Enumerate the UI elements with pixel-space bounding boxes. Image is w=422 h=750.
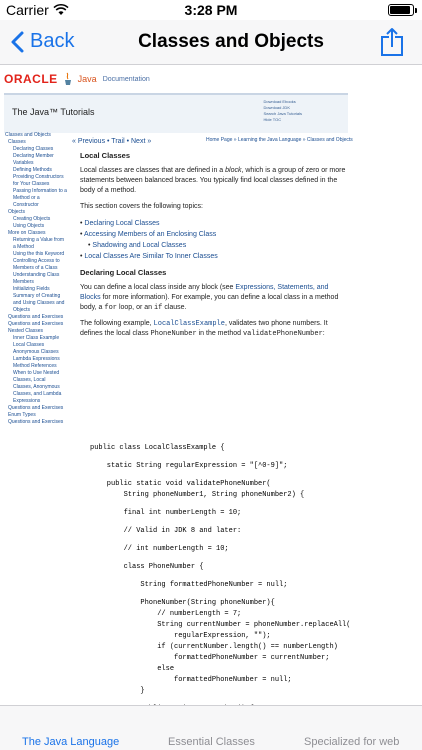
toc-item[interactable]: Classes bbox=[8, 139, 26, 145]
toc-item[interactable]: Inner Class Example bbox=[13, 335, 60, 341]
code-line: static String regularExpression = "[^0-9]"; bbox=[90, 462, 288, 470]
toc-item[interactable]: Questions and Exercises bbox=[8, 405, 64, 411]
toc-item[interactable]: Declaring Member bbox=[13, 153, 54, 159]
toc-item[interactable]: a Method bbox=[13, 244, 34, 250]
code-line: String formattedPhoneNumber = null; bbox=[90, 581, 288, 589]
previous-link[interactable]: « Previous bbox=[72, 138, 106, 145]
toc-item[interactable]: Summary of Creating bbox=[13, 293, 61, 299]
code-line bbox=[90, 501, 350, 508]
navigation-bar bbox=[0, 20, 422, 65]
oracle-logo: ORACLE bbox=[4, 72, 58, 86]
code-line: class PhoneNumber { bbox=[90, 563, 204, 571]
code-line: // Valid in JDK 8 and later: bbox=[90, 527, 242, 535]
toc-item[interactable]: Objects bbox=[8, 209, 25, 215]
toc-item[interactable]: Creating Objects bbox=[13, 216, 51, 222]
toc-item[interactable]: Classes, Local bbox=[13, 377, 46, 383]
header-links bbox=[264, 99, 302, 122]
carrier-label: Carrier bbox=[6, 2, 49, 18]
toc-item[interactable]: Constructor bbox=[13, 202, 39, 208]
trail-link[interactable]: Trail bbox=[111, 138, 125, 145]
toc-item[interactable]: Providing Constructors bbox=[13, 174, 64, 180]
toc-item[interactable]: Members bbox=[13, 279, 34, 285]
code-line bbox=[90, 537, 350, 544]
code-line: PhoneNumber(String phoneNumber){ bbox=[90, 599, 275, 607]
page-nav-links bbox=[72, 138, 151, 145]
declaring-paragraph: You can define a local class inside any block (see Expressions, Statements, and Blocks for more information). For example, you can define a local class in a method body, a for loop, or an if clause. bbox=[80, 284, 339, 312]
topics-list bbox=[80, 218, 350, 262]
tutorial-title: The Java™ Tutorials bbox=[12, 107, 95, 117]
brand-bar bbox=[0, 65, 348, 93]
tab-specialized-web[interactable]: Specialized for web bbox=[304, 736, 400, 748]
tab-essential-classes[interactable]: Essential Classes bbox=[168, 736, 255, 748]
code-line: public static void validatePhoneNumber( bbox=[90, 480, 271, 488]
code-line: if (currentNumber.length() == numberLength) bbox=[90, 643, 338, 651]
toc-item[interactable]: Using the this Keyword bbox=[13, 251, 65, 257]
toc-item[interactable]: Local Classes bbox=[13, 342, 45, 348]
code-line bbox=[90, 519, 350, 526]
battery-level bbox=[390, 6, 410, 14]
chevron-left-icon bbox=[10, 31, 24, 53]
topics-intro: This section covers the following topics: bbox=[80, 203, 203, 210]
toc-item[interactable]: Questions and Exercises bbox=[8, 314, 64, 320]
toc-item[interactable]: Variables bbox=[13, 160, 34, 166]
toc-item[interactable]: Lambda Expressions bbox=[13, 356, 60, 362]
tab-java-language[interactable]: The Java Language bbox=[22, 736, 120, 748]
toc-item[interactable]: Declaring Classes bbox=[13, 146, 54, 152]
web-view[interactable] bbox=[0, 65, 422, 705]
toc-item[interactable]: More on Classes bbox=[8, 230, 46, 236]
toc-item[interactable]: Method or a bbox=[13, 195, 40, 201]
code-line: // numberLength = 7; bbox=[90, 610, 242, 618]
toc-item[interactable]: Questions and Exercises bbox=[8, 419, 64, 425]
code-line bbox=[90, 555, 350, 562]
status-time: 3:28 PM bbox=[184, 2, 238, 18]
toc-item[interactable]: Classes and Objects bbox=[5, 132, 51, 138]
code-line: String currentNumber = phoneNumber.replaceAll( bbox=[90, 621, 351, 629]
toc-item[interactable]: Enum Types bbox=[8, 412, 36, 418]
code-listing bbox=[90, 443, 350, 737]
java-logo: Java bbox=[77, 74, 97, 84]
toc-item[interactable]: Objects bbox=[13, 307, 30, 313]
code-line: public class LocalClassExample { bbox=[90, 444, 225, 452]
code-line: String phoneNumber1, String phoneNumber2) { bbox=[90, 491, 305, 499]
back-button[interactable] bbox=[10, 30, 74, 53]
tab-bar bbox=[0, 705, 422, 750]
toc-item[interactable]: Defining Methods bbox=[13, 167, 52, 173]
intro-paragraph: Local classes are classes that are defined in a block, which is a group of zero or more statements between balanced braces. You typically find local classes defined in the body of a method. bbox=[80, 167, 346, 194]
header-link[interactable]: Download JDK bbox=[263, 105, 290, 110]
topic-link[interactable]: • Declaring Local Classes bbox=[80, 218, 350, 229]
article-content bbox=[80, 151, 350, 345]
code-line bbox=[90, 573, 350, 580]
nav-separator: • bbox=[105, 138, 112, 145]
toc-item[interactable]: Anonymous Classes bbox=[13, 349, 59, 355]
topic-link[interactable]: • Local Classes Are Similar To Inner Classes bbox=[80, 251, 350, 262]
table-of-contents bbox=[5, 132, 70, 426]
toc-item[interactable]: Method References bbox=[13, 363, 57, 369]
subsection-title: Declaring Local Classes bbox=[80, 268, 167, 277]
toc-item[interactable]: Classes, and Lambda bbox=[13, 391, 62, 397]
toc-item[interactable]: Passing Information to a bbox=[13, 188, 67, 194]
page-title: Classes and Objects bbox=[138, 31, 324, 52]
toc-item[interactable]: Using Objects bbox=[13, 223, 45, 229]
toc-item[interactable]: Classes, Anonymous bbox=[13, 384, 60, 390]
code-line: } bbox=[90, 687, 145, 695]
code-line bbox=[90, 472, 350, 479]
breadcrumb[interactable]: Home Page » Learning the Java Language » Classes and Objects bbox=[206, 137, 353, 143]
toc-item[interactable]: When to Use Nested bbox=[13, 370, 60, 376]
header-link[interactable]: Download Ebooks bbox=[263, 99, 296, 104]
code-line: formattedPhoneNumber = null; bbox=[90, 676, 292, 684]
documentation-label: Documentation bbox=[102, 75, 150, 83]
toc-item[interactable]: Nested Classes bbox=[8, 328, 44, 334]
header-link[interactable]: Hide TOC bbox=[263, 117, 282, 122]
code-line: else bbox=[90, 665, 175, 673]
toc-item[interactable]: and Using Classes and bbox=[13, 300, 65, 306]
toc-item[interactable]: for Your Classes bbox=[13, 181, 50, 187]
toc-item[interactable]: Members of a Class bbox=[13, 265, 58, 271]
code-line: formattedPhoneNumber = currentNumber; bbox=[90, 654, 330, 662]
toc-item[interactable]: Returning a Value from bbox=[13, 237, 65, 243]
toc-item[interactable]: Initializing Fields bbox=[13, 286, 50, 292]
toc-item[interactable]: Controlling Access to bbox=[13, 258, 60, 264]
code-line: // int numberLength = 10; bbox=[90, 545, 229, 553]
next-link[interactable]: Next » bbox=[131, 138, 152, 145]
header-link[interactable]: Search Java Tutorials bbox=[263, 111, 302, 116]
java-cup-icon bbox=[64, 72, 72, 86]
section-title: Local Classes bbox=[80, 151, 131, 160]
code-line bbox=[90, 697, 350, 704]
toc-item[interactable]: Questions and Exercises bbox=[8, 321, 64, 327]
back-label: Back bbox=[30, 30, 75, 52]
example-paragraph: The following example, LocalClassExample, validates two phone numbers. It defines the local class PhoneNumber in the method validatePhoneNumber: bbox=[80, 320, 328, 338]
topic-link[interactable]: • Shadowing and Local Classes bbox=[80, 240, 350, 251]
code-line bbox=[90, 454, 350, 461]
toc-item[interactable]: Expressions bbox=[13, 398, 41, 404]
topic-link[interactable]: • Accessing Members of an Enclosing Class bbox=[80, 229, 350, 240]
code-line: regularExpression, ""); bbox=[90, 632, 271, 640]
battery-icon bbox=[388, 4, 414, 16]
toc-item[interactable]: Understanding Class bbox=[13, 272, 60, 278]
expressions-link[interactable]: Expressions, Statements, and Blocks bbox=[80, 284, 329, 301]
tutorial-header bbox=[4, 93, 348, 133]
example-link[interactable]: LocalClassExample bbox=[153, 320, 225, 328]
code-line bbox=[90, 591, 350, 598]
status-bar bbox=[0, 0, 422, 20]
nav-separator: • bbox=[124, 138, 131, 145]
code-line: final int numberLength = 10; bbox=[90, 509, 242, 517]
share-icon[interactable] bbox=[380, 27, 404, 57]
